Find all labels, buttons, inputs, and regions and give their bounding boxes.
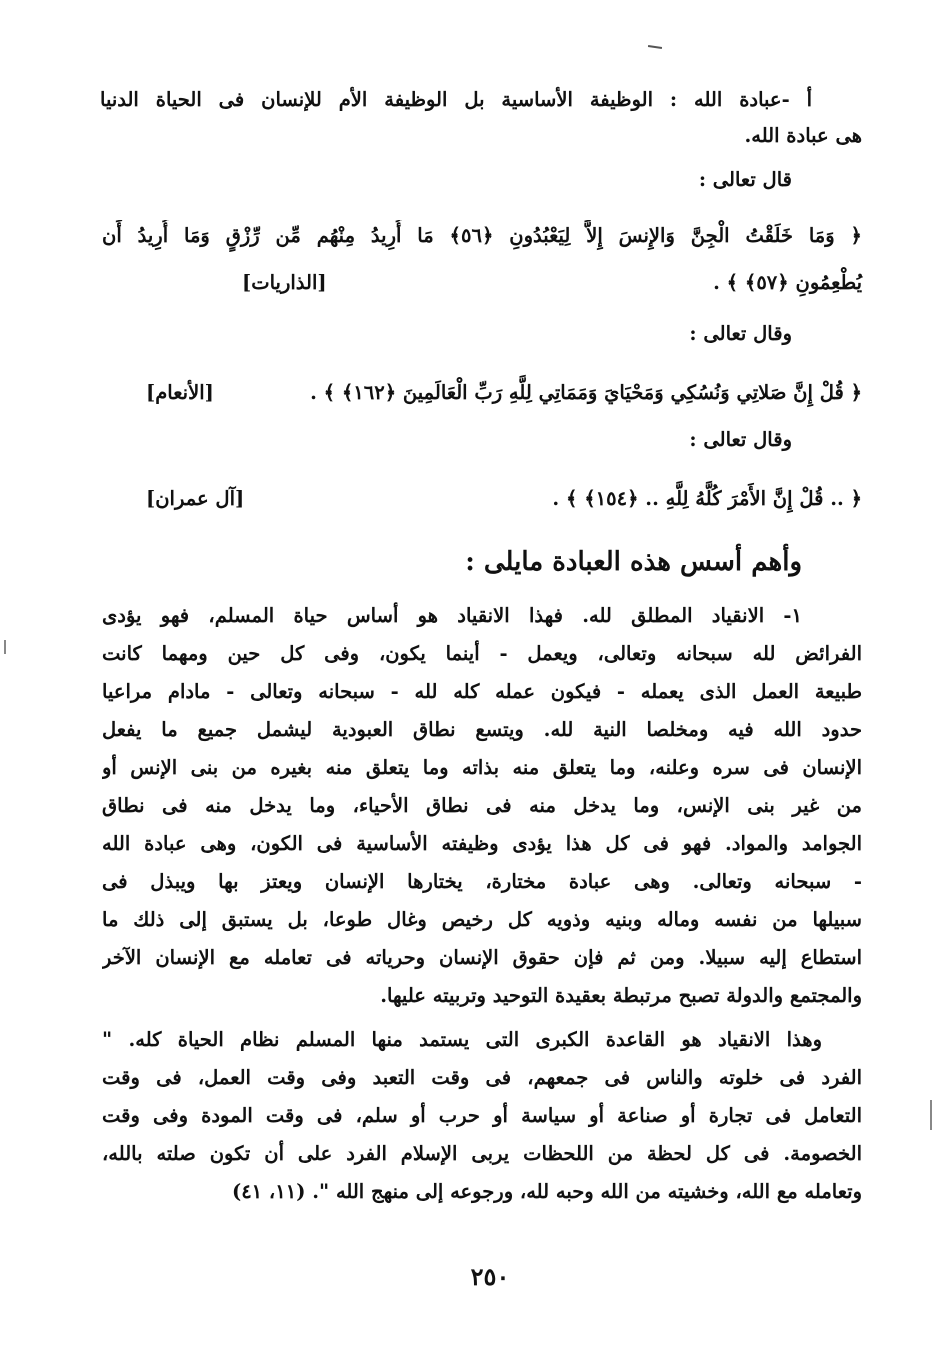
quote-2-verse-text: ﴿ قُلْ إِنَّ صَلاتِي وَنُسُكِي وَمَحْيَايَ وَمَمَاتِي لِلَّهِ رَبِّ الْعَالَمِينَ ﴿١٦٢﴾ ﴾ . (310, 381, 862, 404)
paragraph-1-line-10: استطاع إليه سبيلا. ومن ثم فإن حقوق الإنسان وحرياته فى تعامله مع الإنسان الآخر (102, 946, 862, 969)
quote-3-verse-text: ﴿ .. قُلْ إِنَّ الأَمْرَ كُلَّهُ لِلَّهِ .. ﴿١٥٤﴾ ﴾ . (552, 487, 862, 510)
quote-1-reference: [الذاريات] (242, 271, 327, 294)
section-a-line-1: أ -عبادة الله : الوظيفة الأساسية بل الوظيفة الأم للإنسان فى الحياة الدنيا (100, 88, 812, 111)
paragraph-1-line-9: سبيلها من نفسه وماله وبنيه وذويه كل رخيص وغال طوعا، بل يستبق إلى ذلك ما (102, 908, 862, 931)
quote-1-verse-line-1: ﴿ وَمَا خَلَقْتُ الْجِنَّ وَالإِنسَ إِلاَّ لِيَعْبُدُونِ ﴿٥٦﴾ مَا أُرِيدُ مِنْهُم مِّن رِّزْقٍ وَمَا أُرِيدُ أَن (102, 224, 862, 247)
quote-2-reference: [الأنعام] (146, 381, 214, 404)
paragraph-1-line-6: من غير بنى الإنس، وما يدخل منه فى نطاق الأحياء، وما يدخل منه فى نطاق (102, 794, 862, 817)
paragraph-1-line-4: حدود الله فيه ومخلصا النية لله. ويتسع نطاق العبودية ليشمل جميع ما يفعل (102, 718, 862, 741)
paragraph-1-line-11: والمجتمع والدولة تصبح مرتبطة بعقيدة التوحيد وتربيته عليها. (380, 984, 862, 1007)
quote-3-verse-line (102, 482, 862, 516)
quote-1-intro: قال تعالى : (698, 168, 792, 191)
quote-3-reference: [آل عمران] (146, 487, 245, 510)
paragraph-2-line-4: الخصومة. فى كل لحظة من اللحظات يربى الإسلام الفرد على أن تكون صلته بالله، (102, 1142, 862, 1165)
scan-edge-mark-right (930, 1100, 932, 1130)
quote-2-verse-line (102, 376, 862, 410)
section-a-line-2: هى عبادة الله. (744, 124, 862, 147)
paragraph-1-line-5: الإنسان فى سره وعلنه، وما يتعلق منه بذاته وما يتعلق منه بغيره من بنى الإنس أو (102, 756, 862, 779)
quote-1-verse-text: يُطْعِمُونِ ﴿٥٧﴾ ﴾ . (713, 271, 862, 294)
paragraph-1-line-2: الفرائض لله سبحانه وتعالى، ويعمل - أينما يكون، وفى كل حين ومهما كانت (102, 642, 862, 665)
quote-1-verse-line-2 (102, 266, 862, 300)
paragraph-2-line-3: التعامل فى تجارة أو صناعة أو سياسة أو حرب أو سلم، فى وقت المودة وفى وقت (102, 1104, 862, 1127)
page-number: ٢٥٠ (470, 1262, 510, 1291)
paragraph-1-line-1: ١- الانقياد المطلق لله. فهذا الانقياد هو أساس حياة المسلم، فهو يؤدى (102, 604, 802, 627)
quote-3-intro: وقال تعالى : (689, 428, 792, 451)
quote-2-intro: وقال تعالى : (689, 322, 792, 345)
paragraph-2-line-2: الفرد فى خلوته والناس فى جمعهم، فى وقت التعبد وفى وقت العمل، فى وقت (102, 1066, 862, 1089)
scan-mark (648, 45, 662, 49)
paragraph-1-line-8: - سبحانه وتعالى. وهى عبادة مختارة، يختارها الإنسان ويعتز بها ويبذل فى (102, 870, 862, 893)
paragraph-1-line-3: طبيعة العمل الذى يعمله - فيكون عمله كله لله - سبحانه وتعالى - مادام مراعيا (102, 680, 862, 703)
section-heading: وأهم أسس هذه العبادة مايلى : (465, 547, 802, 577)
paragraph-2-line-1: وهذا الانقياد هو القاعدة الكبرى التى يستمد منها المسلم نظام الحياة كله. " (102, 1028, 822, 1051)
paragraph-1-line-7: الجوامد والمواد. فهو فى كل هذا يؤدى وظيفته الأساسية فى الكون، وهى عبادة الله (102, 832, 862, 855)
paragraph-2-line-5: وتعامله مع الله، وخشيته من الله وحبه لله، ورجوعه إلى منهج الله ". (١١، ٤١) (231, 1180, 862, 1203)
scan-edge-mark-left (4, 640, 6, 654)
